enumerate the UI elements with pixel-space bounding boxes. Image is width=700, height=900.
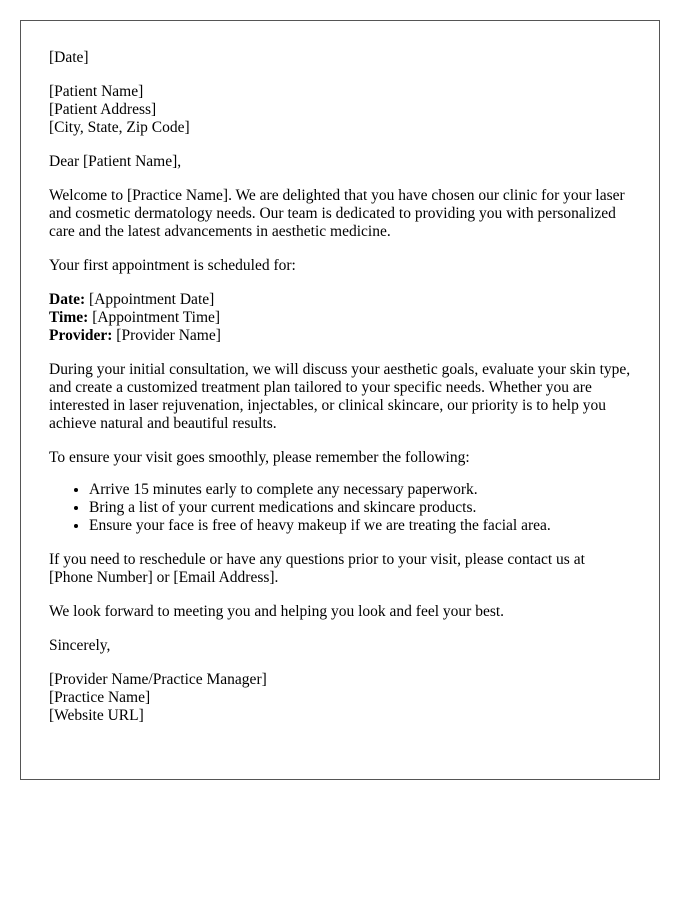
list-item: • Arrive 15 minutes early to complete any necessary paperwork. bbox=[89, 481, 631, 499]
consultation-paragraph: During your initial consultation, we will discuss your aesthetic goals, evaluate your skin type, and create a customized treatment plan tailored to your specific needs. Whether you are interested in laser rejuvenation, injectables, or clinical skincare, our priority is to help you achieve natural and beautiful results. bbox=[49, 361, 631, 432]
appointment-provider-line bbox=[49, 327, 631, 345]
signature-name: [Provider Name/Practice Manager] bbox=[49, 671, 267, 688]
appointment-intro: Your first appointment is scheduled for: bbox=[49, 257, 296, 274]
reminders-intro: To ensure your visit goes smoothly, please remember the following: bbox=[49, 449, 470, 466]
sign-off: Sincerely, bbox=[49, 637, 111, 654]
appointment-provider-label: Provider: bbox=[49, 327, 113, 344]
salutation: Dear [Patient Name], bbox=[49, 153, 182, 170]
recipient-block bbox=[49, 83, 631, 137]
letter-date: [Date] bbox=[49, 49, 89, 66]
appointment-date-value: [Appointment Date] bbox=[85, 291, 215, 308]
appointment-provider-value: [Provider Name] bbox=[112, 327, 221, 344]
appointment-details bbox=[49, 291, 631, 345]
signature-website: [Website URL] bbox=[49, 707, 144, 724]
signature-block bbox=[49, 671, 631, 725]
recipient-name: [Patient Name] bbox=[49, 83, 144, 100]
recipient-address: [Patient Address] bbox=[49, 101, 157, 118]
appointment-date-label: Date: bbox=[49, 291, 86, 308]
closing-note: We look forward to meeting you and helping you look and feel your best. bbox=[49, 603, 505, 620]
list-item: • Ensure your face is free of heavy makeup if we are treating the facial area. bbox=[89, 517, 631, 535]
letter-page bbox=[20, 20, 660, 780]
signature-practice: [Practice Name] bbox=[49, 689, 151, 706]
intro-paragraph: Welcome to [Practice Name]. We are delighted that you have chosen our clinic for your laser and cosmetic dermatology needs. Our team is dedicated to providing you with personalized care and the latest advancements in aesthetic medicine. bbox=[49, 187, 625, 240]
recipient-city-state-zip: [City, State, Zip Code] bbox=[49, 119, 190, 136]
appointment-time-label: Time: bbox=[49, 309, 89, 326]
list-item: • Bring a list of your current medications and skincare products. bbox=[89, 499, 631, 517]
appointment-date-line bbox=[49, 291, 631, 309]
contact-paragraph: If you need to reschedule or have any questions prior to your visit, please contact us at [Phone Number] or [Email Address]. bbox=[49, 551, 585, 586]
appointment-time-line bbox=[49, 309, 631, 327]
appointment-time-value: [Appointment Time] bbox=[88, 309, 221, 326]
reminders-list bbox=[49, 481, 631, 535]
